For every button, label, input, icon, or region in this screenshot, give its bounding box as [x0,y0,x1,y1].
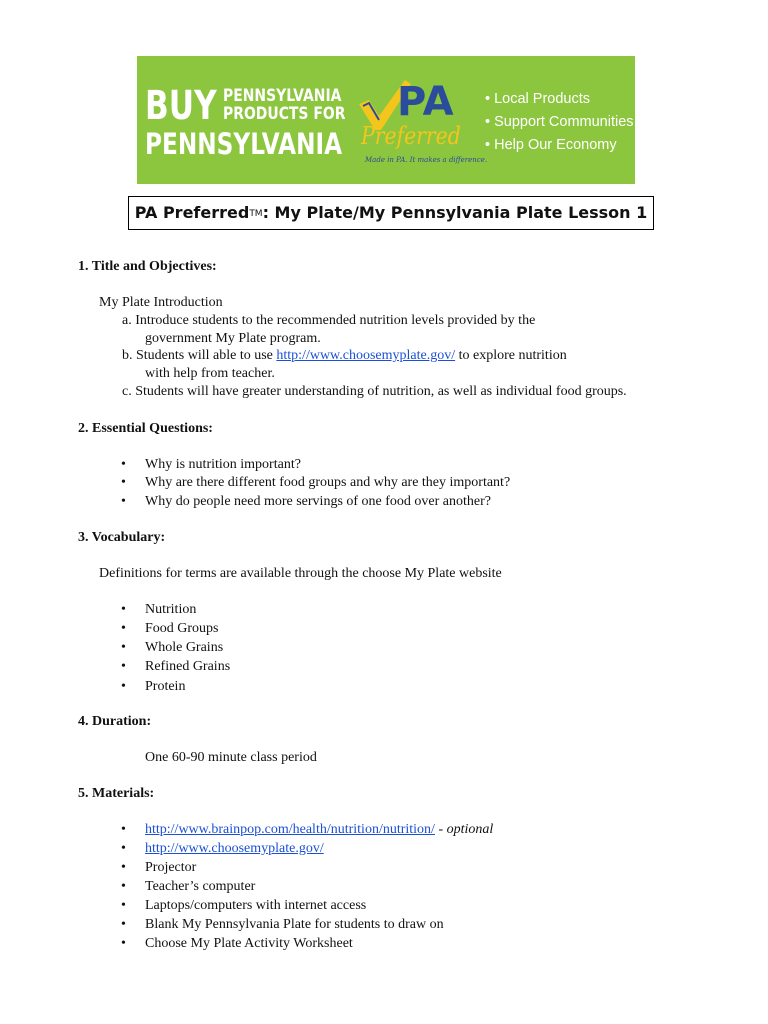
brainpop-link[interactable]: http://www.brainpop.com/health/nutrition/nutrition/ [145,822,435,837]
bullet-icon: • [121,841,126,856]
bullet-icon: • [121,936,126,951]
section-5-heading: 5. Materials: [78,786,155,801]
preferred-logo-text: Preferred [361,122,461,150]
objective-a-line-2: government My Plate program. [145,331,321,346]
list-item: Why do people need more servings of one food over another? [145,494,491,509]
objective-b-line-2: with help from teacher. [145,366,275,381]
duration-text: One 60-90 minute class period [145,750,317,765]
buy-line-3: PENNSYLVANIA [145,127,343,161]
objective-b-pre: b. Students will able to use [122,348,277,363]
bullet-icon: • [121,602,126,617]
objective-b-line-1 [122,347,567,365]
list-item: Protein [145,679,186,694]
list-item: Whole Grains [145,640,224,655]
optional-note: optional [446,822,494,837]
list-item: Nutrition [145,602,197,617]
bullet-icon: • [121,822,126,837]
list-item: Choose My Plate Activity Worksheet [145,936,353,951]
logo-tagline: Made in PA. It makes a difference. [365,156,488,164]
bullet-icon: • [121,879,126,894]
list-item: Why is nutrition important? [145,457,301,472]
vocabulary-intro: Definitions for terms are available through the choose My Plate website [99,566,502,581]
buy-line-2: PRODUCTS FOR [223,104,346,124]
title-suffix: : My Plate/My Pennsylvania Plate Lesson 1 [262,203,648,222]
objective-c: c. Students will have greater understanding of nutrition, as well as individual food groups. [122,384,627,399]
bullet-icon: • [121,621,126,636]
bullet-icon: • [121,860,126,875]
bullet-icon: • [121,679,126,694]
bullet-icon: • [121,457,126,472]
list-item: Why are there different food groups and why are they important? [145,475,511,490]
bullet-icon: • [121,475,126,490]
list-item: Blank My Pennsylvania Plate for students to draw on [145,917,444,932]
bullet-icon: • [121,898,126,913]
banner-item: • Help Our Economy [485,137,617,153]
choosemyplate-link[interactable]: http://www.choosemyplate.gov/ [276,348,456,363]
trademark-mark: TM [249,209,263,219]
pa-logo-text: PA [397,79,454,125]
link-separator: - [434,822,447,837]
banner-benefits-list [485,88,634,157]
section-1-intro: My Plate Introduction [99,295,223,310]
objective-a-line-1: a. Introduce students to the recommended nutrition levels provided by the [122,313,536,328]
banner-item: • Support Communities [485,114,634,130]
list-item [145,821,493,839]
banner-item: • Local Products [485,91,591,107]
bullet-icon: • [121,494,126,509]
section-1-heading: 1. Title and Objectives: [78,259,217,274]
list-item: Laptops/computers with internet access [145,898,367,913]
bullet-icon: • [121,917,126,932]
pa-preferred-banner [137,56,635,184]
list-item: Projector [145,860,197,875]
list-item: Teacher’s computer [145,879,256,894]
section-4-heading: 4. Duration: [78,714,152,729]
list-item: Refined Grains [145,659,231,674]
section-2-heading: 2. Essential Questions: [78,421,213,436]
buy-word: BUY [145,83,217,129]
pa-preferred-logo [355,78,488,170]
buy-line-1: PENNSYLVANIA [223,86,342,106]
title-prefix: PA Preferred [134,203,250,222]
bullet-icon: • [121,640,126,655]
choosemyplate-link[interactable]: http://www.choosemyplate.gov/ [145,841,324,856]
section-3-heading: 3. Vocabulary: [78,530,166,545]
buy-pennsylvania-logo [145,84,345,164]
objective-b-post: to explore nutrition [455,348,567,363]
bullet-icon: • [121,659,126,674]
lesson-title [128,196,654,230]
list-item: Food Groups [145,621,219,636]
list-item [145,840,324,858]
